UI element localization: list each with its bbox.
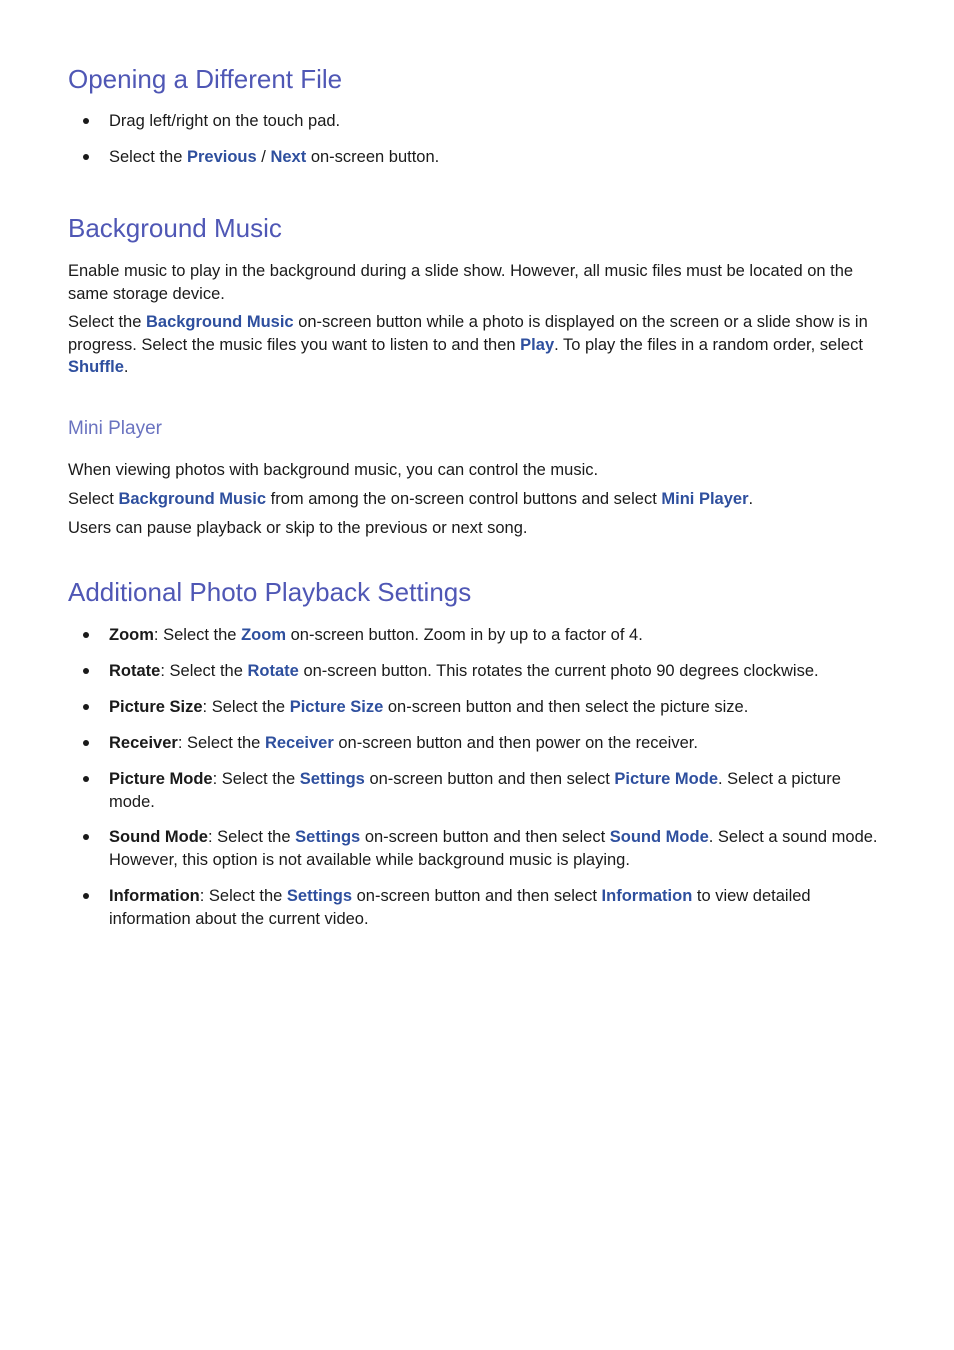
- mini-player-ref: Mini Player: [661, 490, 749, 508]
- list-item-information: Information: Select the Settings on-screen button and then select Information to view detailed information about the current video.: [109, 885, 881, 930]
- list-item: [109, 146, 881, 169]
- shuffle-ref: Shuffle: [68, 358, 124, 376]
- paragraph: Select Background Music from among the on-screen control buttons and select Mini Player.: [68, 490, 754, 508]
- list-item-picture-mode: Picture Mode: Select the Settings on-screen button and then select Picture Mode. Select a picture mode.: [109, 768, 881, 813]
- bullet-icon: [83, 154, 89, 160]
- paragraph: Select the Background Music on-screen button while a photo is displayed on the screen or a slide show is in progress. Select the music files you want to listen to and then Play. To play the files in a random order, select Shuffle.: [68, 313, 868, 376]
- previous-button-ref: Previous: [186, 148, 257, 166]
- list-item-receiver: Receiver: Select the Receiver on-screen button and then power on the receiver.: [109, 732, 881, 755]
- bullet-icon: [83, 834, 89, 840]
- background-music-ref: Background Music: [145, 313, 294, 331]
- paragraph: When viewing photos with background music, you can control the music.: [68, 461, 599, 479]
- section-title-background-music: Background Music: [68, 213, 282, 243]
- bullet-icon: [83, 704, 89, 710]
- bullet-icon: [83, 668, 89, 674]
- list-item-zoom: Zoom: Select the Zoom on-screen button. Zoom in by up to a factor of 4.: [109, 624, 881, 647]
- bullet-icon: [83, 776, 89, 782]
- list-item: [109, 110, 881, 133]
- play-ref: Play: [520, 335, 555, 354]
- list-item-sound-mode: Sound Mode: Select the Settings on-screen button and then select Sound Mode. Select a sound mode. However, this option is not available while background music is playing.: [109, 826, 881, 871]
- paragraph: Enable music to play in the background during a slide show. However, all music files must be located on the same storage device.: [68, 262, 854, 303]
- item-text: Drag left/right on the touch pad.: [109, 112, 341, 130]
- bullet-icon: [83, 740, 89, 746]
- section-title-opening: Opening a Different File: [68, 64, 343, 94]
- next-button-ref: Next: [270, 148, 307, 166]
- subsection-title-mini-player: Mini Player: [68, 418, 162, 439]
- list-item-picture-size: Picture Size: Select the Picture Size on-screen button and then select the picture size.: [109, 696, 881, 719]
- list-item-rotate: Rotate: Select the Rotate on-screen button. This rotates the current photo 90 degrees clockwise.: [109, 660, 881, 683]
- item-text: on-screen button.: [310, 148, 440, 166]
- separator: /: [261, 148, 266, 166]
- bullet-icon: [83, 632, 89, 638]
- background-music-ref: Background Music: [118, 490, 267, 508]
- bullet-icon: [83, 893, 89, 899]
- paragraph: Users can pause playback or skip to the previous or next song.: [68, 519, 528, 537]
- section-title-additional-settings: Additional Photo Playback Settings: [68, 577, 472, 607]
- bullet-icon: [83, 118, 89, 124]
- item-text: Select the: [109, 148, 183, 166]
